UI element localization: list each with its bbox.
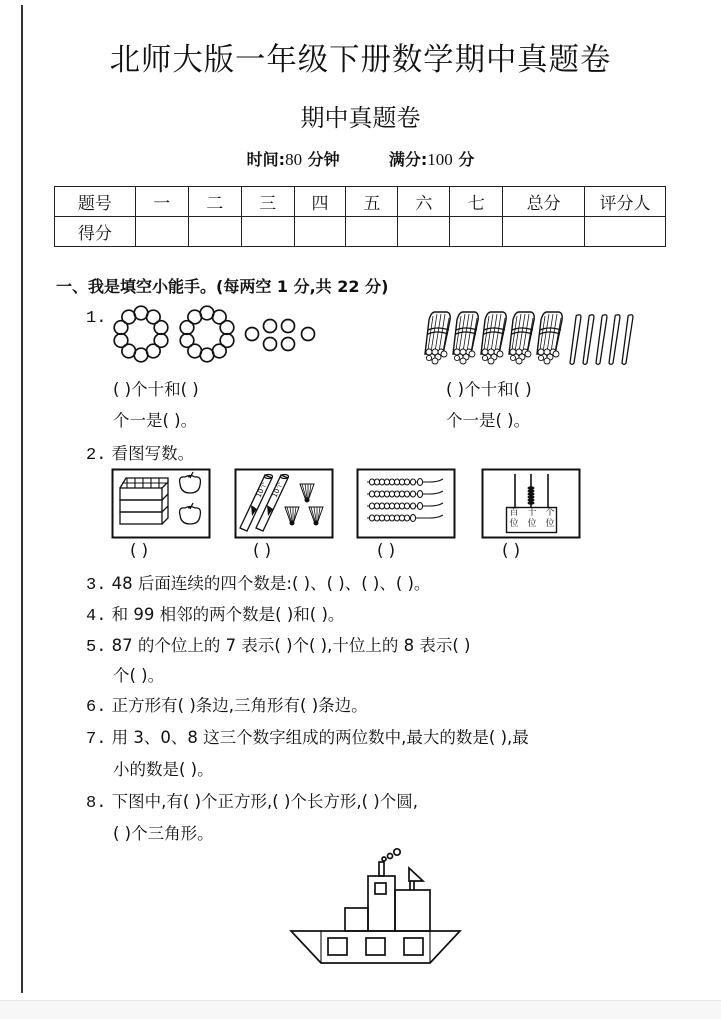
q5-number: 5. (86, 638, 107, 657)
score-value: 100 (427, 150, 453, 169)
q3-number: 3. (86, 576, 107, 595)
q7-text: 用 3、0、8 这三个数字组成的两位数中,最大的数是( ),最 (111, 728, 529, 747)
tube-label-1: 10个 (254, 481, 269, 499)
cell-q4: 四 (294, 187, 346, 217)
q1-left-line2: 个一是( )。 (113, 411, 198, 430)
cell-q2: 二 (188, 187, 241, 217)
q8-text: 下图中,有( )个正方形,( )个长方形,( )个圆, (111, 792, 418, 811)
cell-q6: 六 (398, 187, 450, 217)
q2-answer-3: ( ) (377, 541, 396, 560)
q6-number: 6. (86, 698, 107, 717)
time-unit: 分钟 (307, 150, 340, 169)
q8-line2: ( )个三角形。 (113, 824, 214, 843)
q6-text: 正方形有( )条边,三角形有( )条边。 (111, 696, 368, 715)
q2-answer-4: ( ) (502, 541, 521, 560)
cell-total: 总分 (503, 187, 585, 217)
score-label: 满分: (388, 150, 428, 169)
label-ones: 个位 (545, 508, 555, 529)
q4-number: 4. (86, 607, 107, 626)
q1-right-line2: 个一是( )。 (446, 411, 531, 430)
cell-grader: 评分人 (585, 187, 666, 217)
cell-score-label: 得分 (55, 217, 136, 247)
q7-line2: 小的数是( )。 (113, 760, 214, 779)
q2-number: 2. (86, 446, 107, 465)
cell-question-no: 题号 (55, 187, 136, 217)
q3-text: 48 后面连续的四个数是:( )、( )、( )、( )。 (111, 574, 431, 593)
q2-text: 看图写数。 (111, 444, 195, 463)
q5-text: 87 的个位上的 7 表示( )个( ),十位上的 8 表示( ) (111, 636, 471, 655)
tube-label-2: 10个 (270, 481, 285, 499)
q4-text: 和 99 相邻的两个数是( )和( )。 (111, 605, 345, 624)
cell-q3: 三 (241, 187, 294, 217)
q1-right-line1: ( )个十和( ) (446, 380, 532, 399)
time-value: 80 (285, 150, 303, 169)
section-1-heading: 一、我是填空小能手。(每两空 1 分,共 22 分) (56, 277, 389, 296)
q1-left-line1: ( )个十和( ) (113, 380, 199, 399)
exam-title: 北师大版一年级下册数学期中真题卷 (109, 42, 612, 78)
q1-number: 1. (86, 309, 107, 328)
q2-answer-2: ( ) (253, 541, 272, 560)
q7-number: 7. (86, 730, 107, 749)
cell-q7: 七 (450, 187, 503, 217)
exam-subtitle: 期中真题卷 (300, 104, 421, 132)
score-unit: 分 (458, 150, 475, 169)
q8-number: 8. (86, 794, 107, 813)
time-label: 时间: (246, 150, 286, 169)
q5-line2: 个( )。 (113, 666, 165, 685)
label-hundreds: 百位 (509, 508, 519, 529)
q2-answer-1: ( ) (130, 541, 149, 560)
cell-q1: 一 (135, 187, 188, 217)
cell-q5: 五 (346, 187, 398, 217)
label-tens: 十位 (527, 508, 537, 529)
